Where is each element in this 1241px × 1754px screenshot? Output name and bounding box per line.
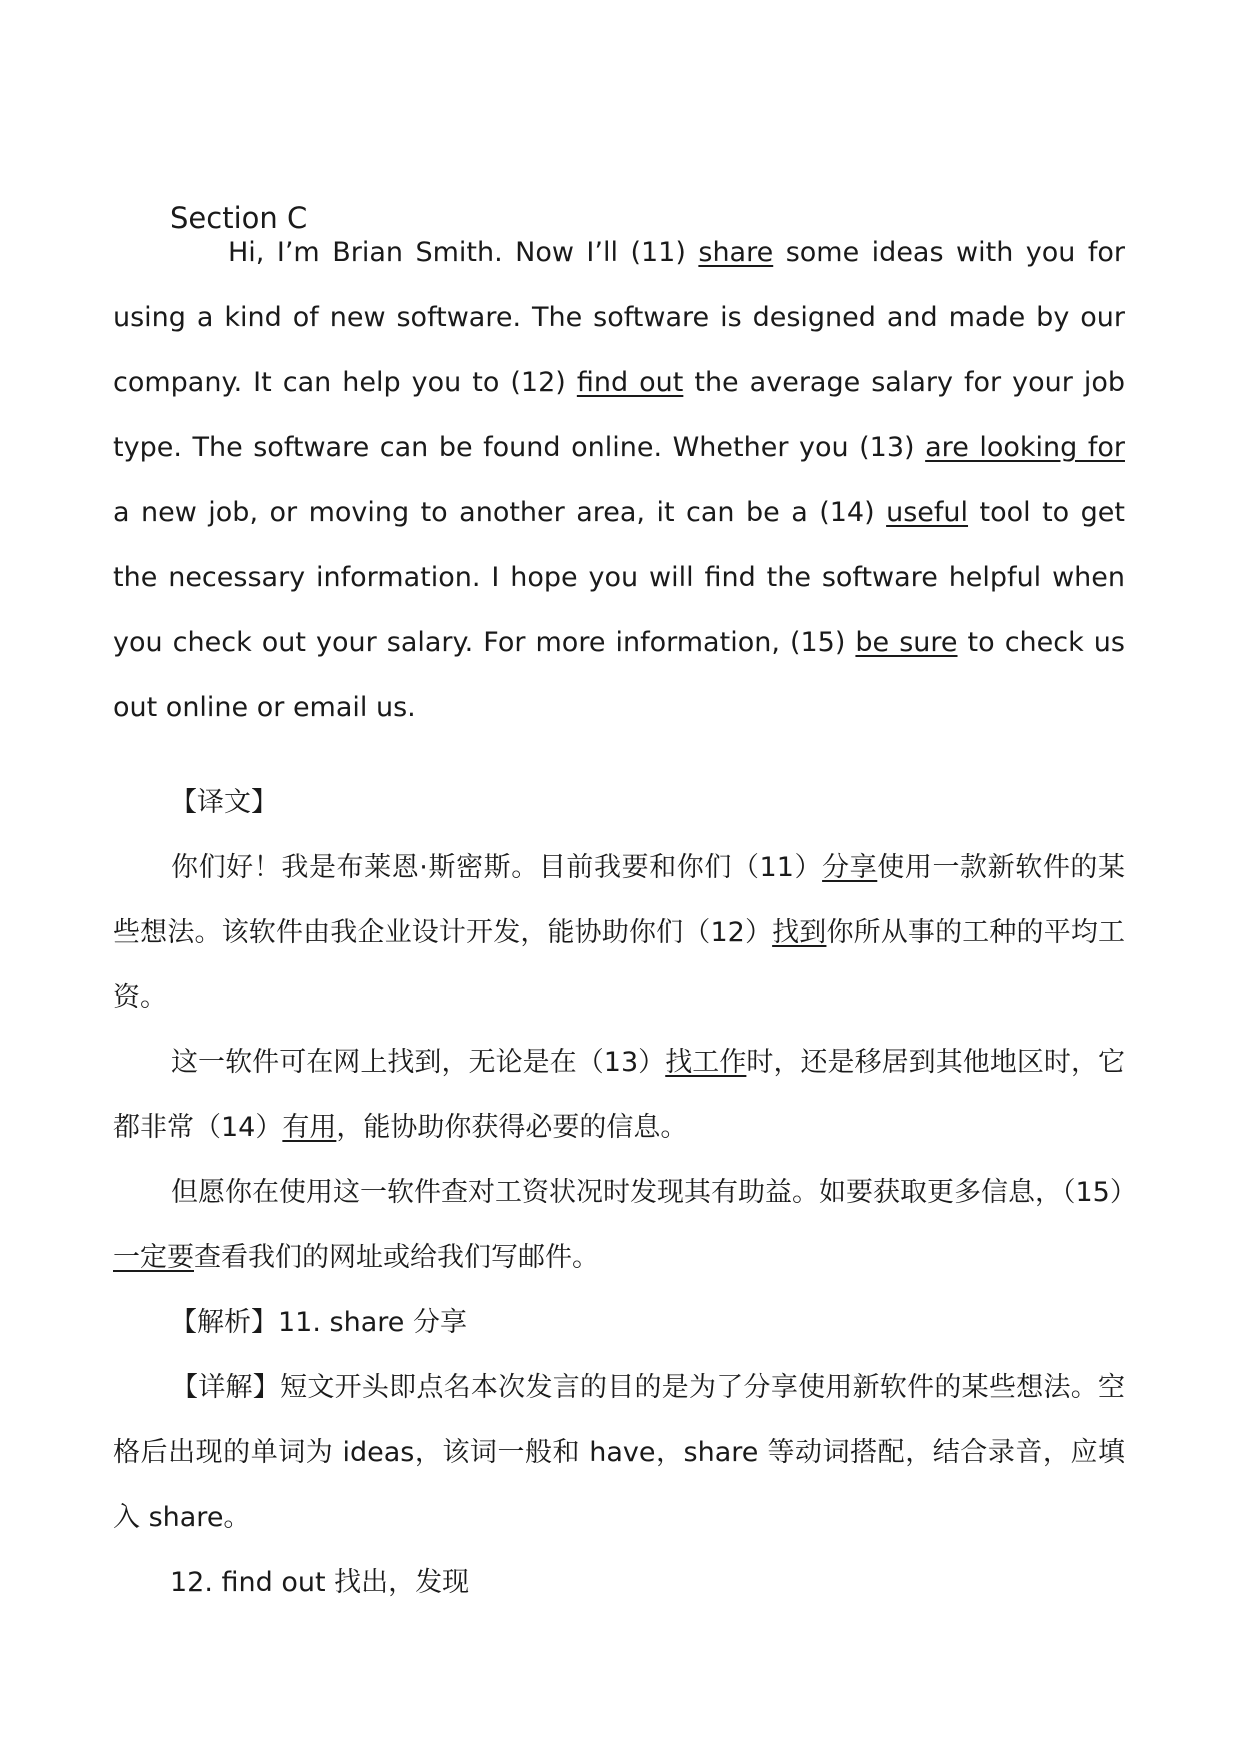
section-title: Section C <box>170 201 308 235</box>
translation-text: 你们好！我是布莱恩·斯密斯。目前我要和你们（11） <box>171 852 823 883</box>
translation-text: 但愿你在使用这一软件查对工资状况时发现其有助益。如要获取更多信息，（15） <box>171 1177 1137 1208</box>
passage-text: the average salary for your job type. The software can be found online. Whether you (13) <box>113 367 1126 463</box>
passage-text: to check us out online or email us. <box>113 627 1125 723</box>
analysis-item-11: 11. share 分享 <box>278 1307 467 1338</box>
translation-text: 你所从事的工种的平均工资。 <box>113 917 1126 1013</box>
translation-heading: 【译文】 <box>170 787 278 818</box>
translation-answer-14: 有用 <box>282 1112 337 1143</box>
translation-answer-15: 一定要 <box>113 1242 194 1273</box>
passage-paragraph <box>113 220 1125 740</box>
translation-paragraph-2 <box>113 1030 1125 1160</box>
detail-label: 【详解】 <box>171 1372 281 1403</box>
analysis-line-11 <box>170 1290 467 1355</box>
translation-text: 查看我们的网址或给我们写邮件。 <box>194 1242 599 1273</box>
answer-15: be sure <box>855 627 958 658</box>
translation-text: 使用一款新软件的某些想法。该软件由我企业设计开发，能协助你们（12） <box>113 852 1125 948</box>
translation-paragraph-1 <box>113 835 1125 1030</box>
analysis-item-12: 12. find out 找出，发现 <box>170 1567 470 1598</box>
answer-11: share <box>698 237 774 268</box>
answer-13: are looking for <box>925 432 1125 463</box>
passage-text: some ideas with you for using a kind of new software. The software is designed and made by our company. It can help you to (12) <box>113 237 1125 398</box>
translation-text: ，能协助你获得必要的信息。 <box>336 1112 688 1143</box>
translation-text: 这一软件可在网上找到，无论是在（13） <box>171 1047 666 1078</box>
translation-answer-11: 分享 <box>822 852 878 883</box>
passage-text: tool to get the necessary information. I hope you will find the software helpful when you check out your salary. For more information, (15) <box>113 497 1125 658</box>
translation-answer-12: 找到 <box>772 917 827 948</box>
translation-answer-13: 找工作 <box>665 1047 747 1078</box>
answer-12: find out <box>576 367 684 398</box>
detail-text: 短文开头即点名本次发言的目的是为了分享使用新软件的某些想法。空格后出现的单词为 ideas，该词一般和 have，share 等动词搭配，结合录音，应填入 share。 <box>113 1372 1126 1533</box>
passage-text: a new job, or moving to another area, it can be a (14) <box>113 497 887 528</box>
analysis-label: 【解析】 <box>170 1307 278 1338</box>
translation-paragraph-3 <box>113 1160 1137 1290</box>
translation-text: 时，还是移居到其他地区时，它都非常（14） <box>113 1047 1126 1143</box>
analysis-detail <box>113 1355 1125 1550</box>
answer-14: useful <box>886 497 969 528</box>
passage-text: Hi, I’m Brian Smith. Now I’ll (11) <box>228 237 699 268</box>
